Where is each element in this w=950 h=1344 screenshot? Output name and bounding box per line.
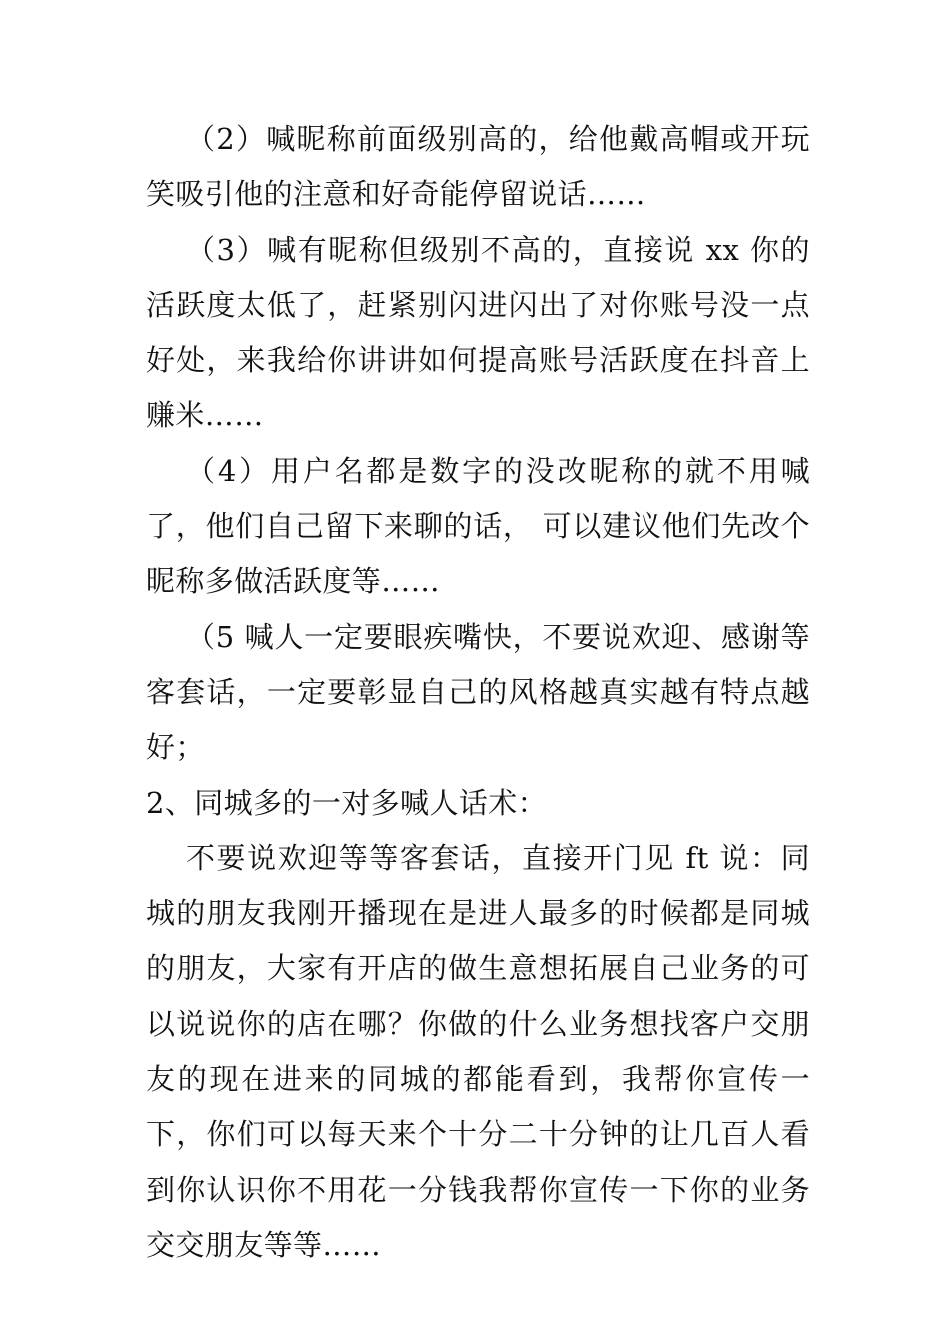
- paragraph-item-2: （2）喊昵称前面级别高的，给他戴高帽或开玩笑吸引他的注意和好奇能停留说话……: [146, 122, 810, 212]
- section-heading: 2、同城多的一对多喊人话术：: [146, 785, 548, 820]
- paragraph-item-5: （5 喊人一定要眼疾嘴快，不要说欢迎、感谢等客套话，一定要彰显自己的风格越真实越有特点越好；: [146, 619, 810, 765]
- section-body-paragraph: 不要说欢迎等等客套话，直接开门见 ft 说：同城的朋友我刚开播现在是进人最多的时候都是同城的朋友，大家有开店的做生意想拓展自己业务的可以说说你的店在哪？你做的什么业务想找客户交朋友的现在进来的同城的都能看到，我帮你宣传一下，你们可以每天来个十分二十分钟的让几百人看到你认识你不用花一分钱我帮你宣传一下你的业务交交朋友等等……: [146, 840, 810, 1262]
- paragraph-item-4: （4）用户名都是数字的没改昵称的就不用喊了，他们自己留下来聊的话， 可以建议他们先改个昵称多做活跃度等……: [146, 453, 810, 599]
- document-body: [146, 112, 810, 1273]
- paragraph-item-3: （3）喊有昵称但级别不高的，直接说 xx 你的活跃度太低了，赶紧别闪进闪出了对你账号没一点好处，来我给你讲讲如何提高账号活跃度在抖音上赚米……: [146, 232, 810, 433]
